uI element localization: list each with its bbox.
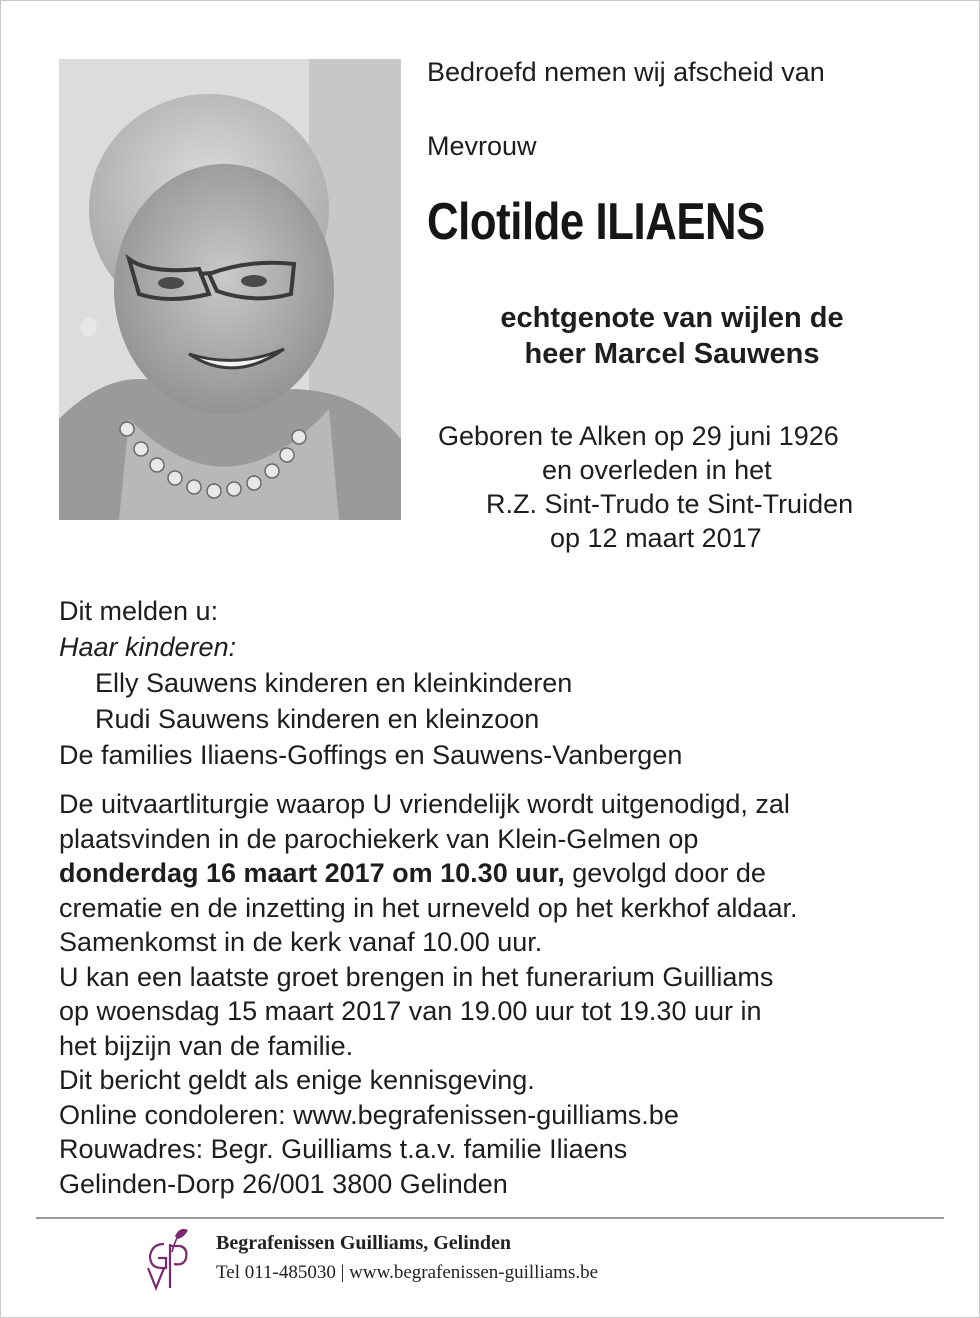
dates-line: op 12 maart 2017 [550,523,762,553]
funeral-home-contact: Tel 011-485030 | www.begrafenissen-guilliams.be [216,1262,599,1283]
condolence-line: Online condoleren: www.begrafenissen-guilliams.be [59,1099,679,1130]
life-dates [438,418,853,554]
ceremony-line: De uitvaartliturgie waarop U vriendelijk wordt uitgenodigd, zal [59,789,790,819]
ceremony-line: Dit bericht geldt als enige kennisgeving. [59,1065,535,1095]
family-list [59,593,682,773]
ceremony-date: donderdag 16 maart 2017 om 10.30 uur, [59,858,565,888]
children-heading: Haar kinderen: [59,632,237,662]
ceremony-line: U kan een laatste groet brengen in het funerarium Guilliams [59,961,774,992]
funeral-home-name: Begrafenissen Guilliams, Gelinden [216,1232,512,1254]
child-entry: Elly Sauwens kinderen en kleinkinderen [95,668,573,698]
families-line: De families Iliaens-Goffings en Sauwens-Vanbergen [59,740,683,770]
ceremony-line: Samenkomst in de kerk vanaf 10.00 uur. [59,927,543,957]
family-intro: Dit melden u: [59,596,219,626]
deceased-name: Clotilde ILIAENS [427,193,765,251]
footer-divider [36,1217,944,1219]
ceremony-line: crematie en de inzetting in het urneveld op het kerkhof aldaar. [59,892,798,923]
spouse-line: echtgenote van wijlen de [500,302,844,334]
ceremony-details [59,786,797,1200]
ceremony-line: het bijzijn van de familie. [59,1030,354,1061]
dates-line: R.Z. Sint-Trudo te Sint-Truiden [486,489,854,519]
ceremony-line-rest: gevolgd door de [564,858,766,888]
ceremony-line: plaatsvinden in de parochiekerk van Klein-Gelmen op [59,823,699,854]
ceremony-line: op woensdag 15 maart 2017 van 19.00 uur tot 19.30 uur in [59,996,762,1026]
title-text: Mevrouw [427,131,537,161]
funeral-home-logo-icon [134,1222,204,1294]
portrait-photo [59,59,401,520]
address-line: Gelinden-Dorp 26/001 3800 Gelinden [59,1168,508,1199]
dates-line: en overleden in het [542,455,772,485]
dates-line: Geboren te Alken op 29 juni 1926 [438,421,839,451]
ceremony-line-date [59,855,797,890]
spouse-info [456,300,888,372]
child-entry: Rudi Sauwens kinderen en kleinzoon [95,704,540,734]
spouse-line: heer Marcel Sauwens [524,338,820,370]
address-line: Rouwadres: Begr. Guilliams t.a.v. familie Iliaens [59,1134,628,1164]
intro-text: Bedroefd nemen wij afscheid van [427,57,825,87]
